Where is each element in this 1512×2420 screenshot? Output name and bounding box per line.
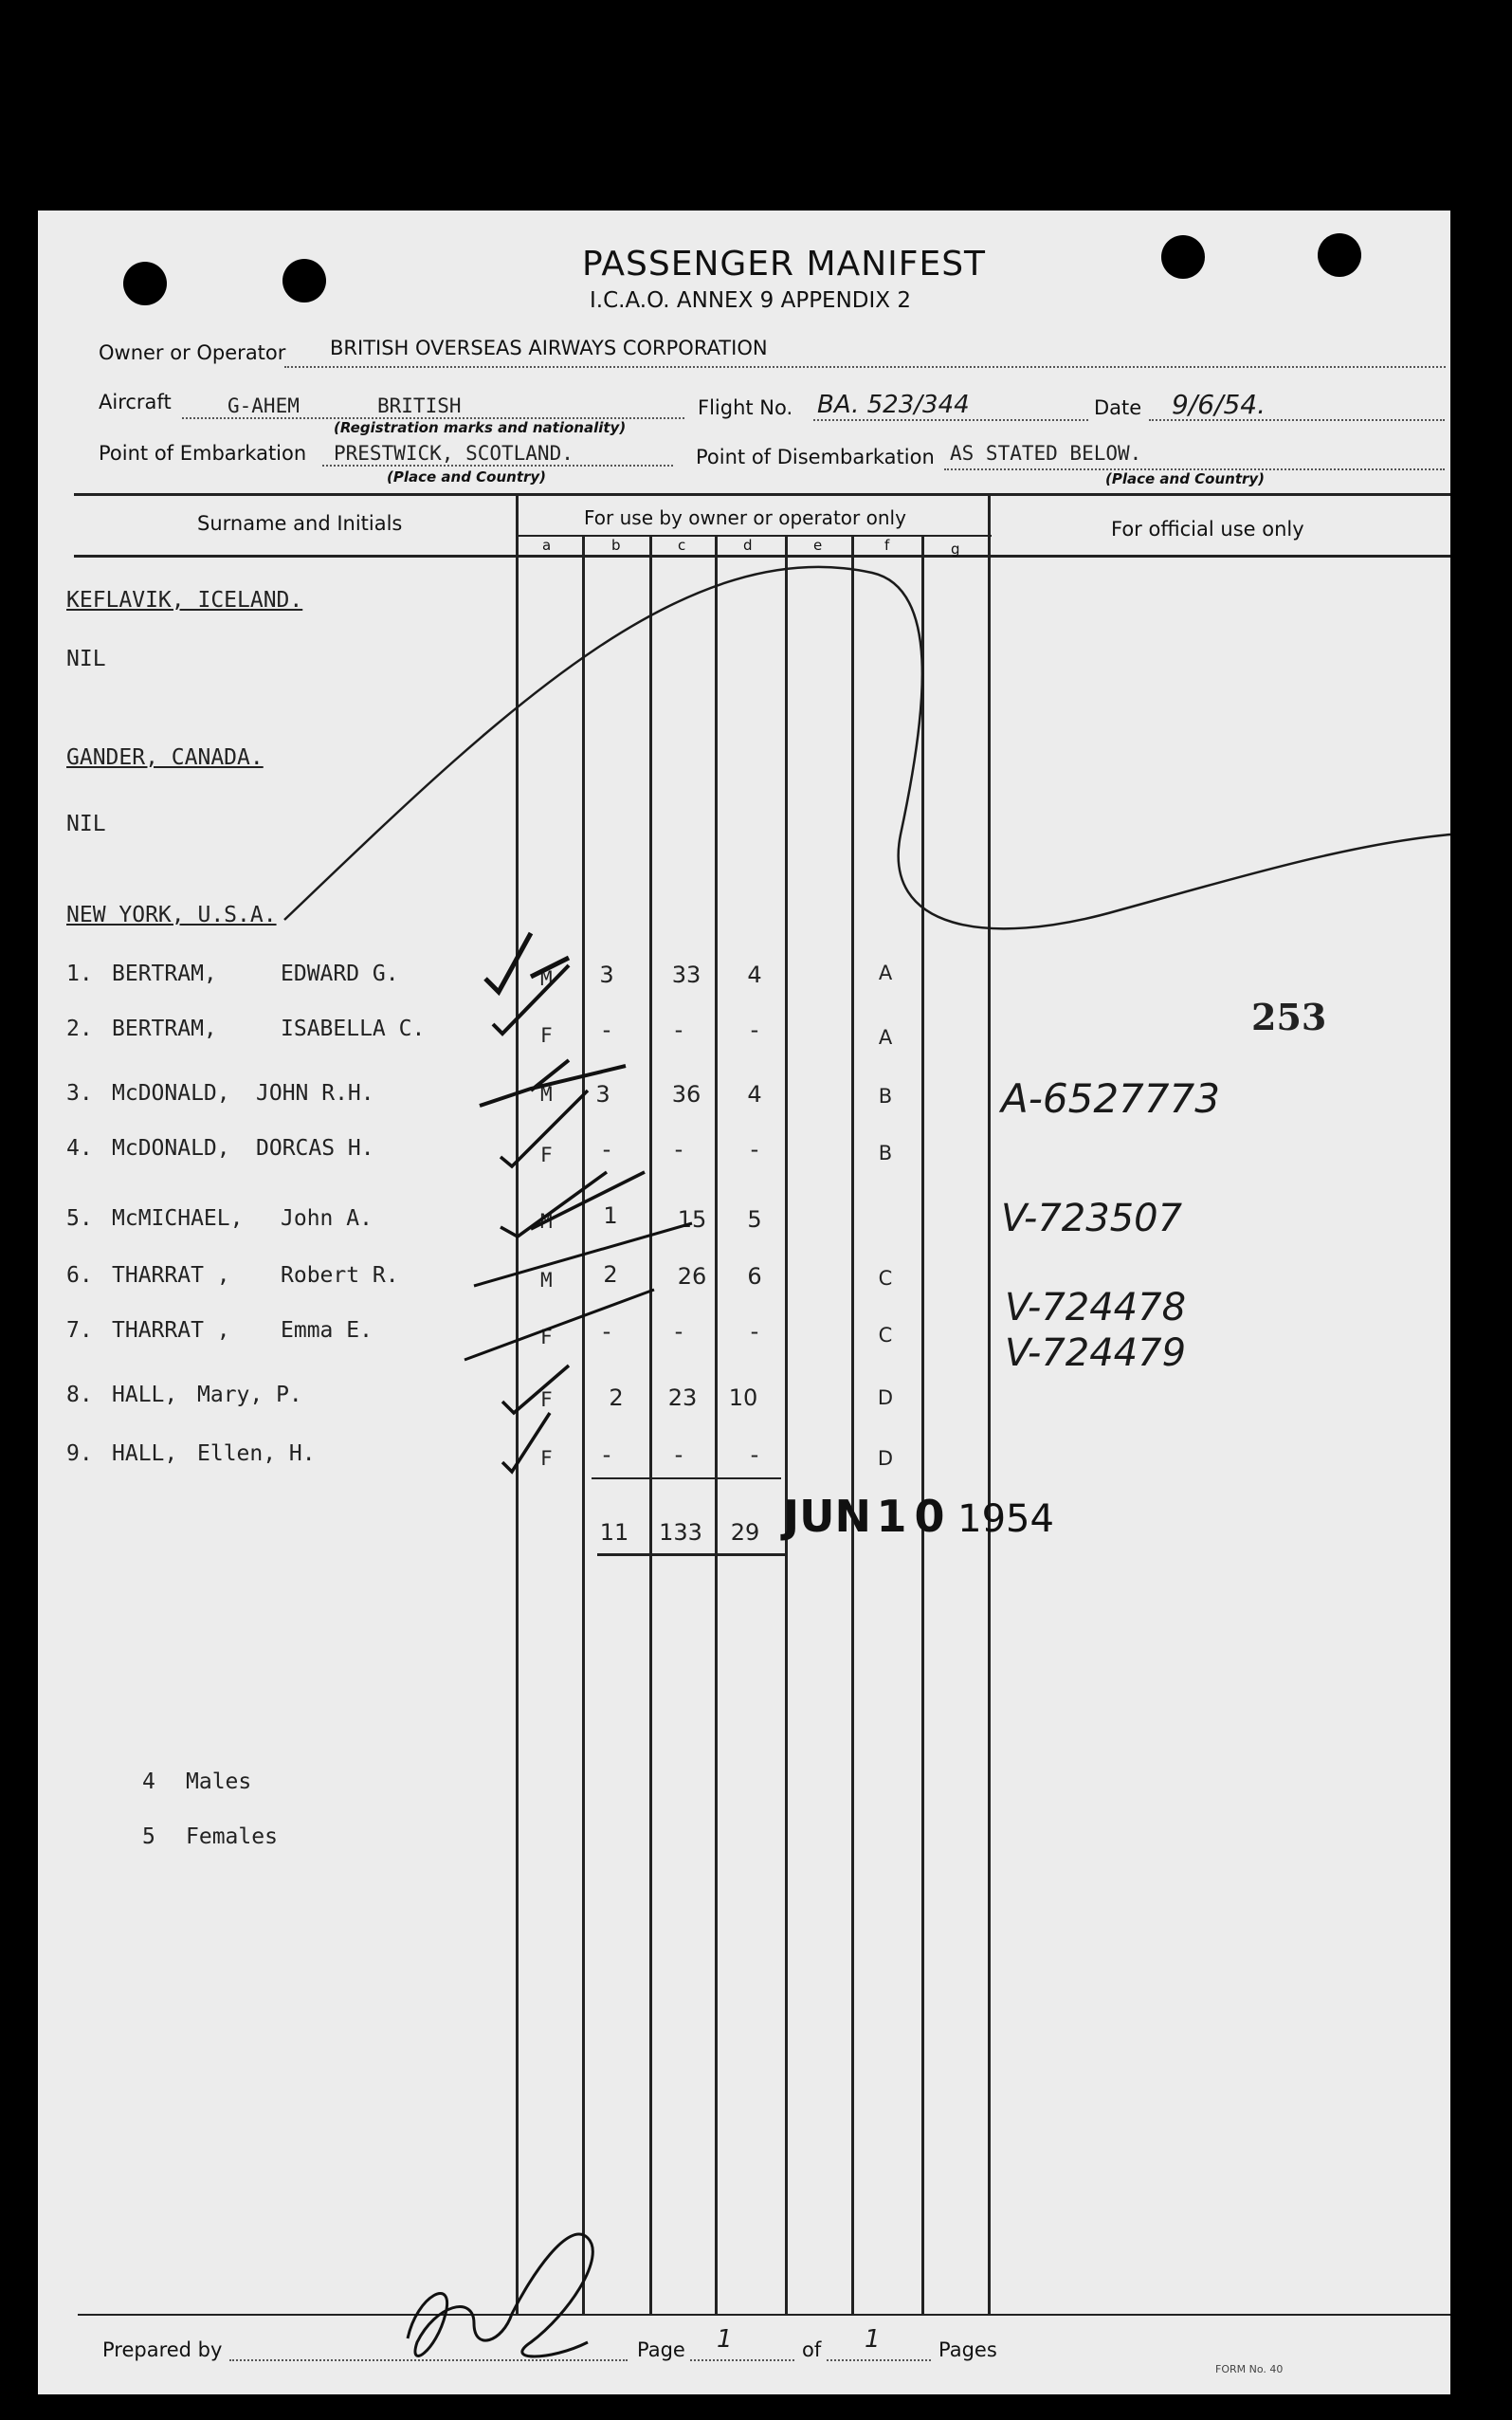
official-visa-number: V-724478 [1005, 1286, 1187, 1329]
cell-b: - [602, 1017, 611, 1043]
passenger-surname: BERTRAM, [112, 1017, 217, 1041]
passenger-given-names: Ellen, H. [197, 1441, 316, 1466]
total-d: 29 [730, 1519, 760, 1546]
pages-label: Pages [938, 2338, 997, 2361]
prepared-by-label: Prepared by [102, 2338, 223, 2361]
embarkation-value: PRESTWICK, SCOTLAND. [334, 442, 574, 465]
operator-column-header: For use by owner or operator only [584, 506, 906, 529]
owner-value: BRITISH OVERSEAS AIRWAYS CORPORATION [330, 337, 768, 359]
strike-line [474, 1223, 692, 1286]
cell-a: F [540, 1388, 553, 1411]
strike-line [465, 1290, 654, 1360]
column-d-header: d [743, 537, 753, 554]
passenger-given-names: DORCAS H. [256, 1136, 374, 1161]
cell-c: - [674, 1441, 683, 1468]
cell-a: F [540, 1447, 553, 1470]
females-count: 5 [142, 1824, 155, 1849]
cell-c: 23 [667, 1384, 698, 1411]
surname-column-header: Surname and Initials [197, 512, 403, 535]
page-value: 1 [717, 2325, 733, 2354]
document-subtitle: I.C.A.O. ANNEX 9 APPENDIX 2 [590, 288, 911, 313]
page-label: Page [637, 2338, 685, 2361]
form-number: FORM No. 40 [1215, 2363, 1284, 2375]
passenger-given-names: JOHN R.H. [256, 1081, 374, 1106]
passenger-surname: McDONALD, [112, 1136, 230, 1161]
cell-a: F [540, 1326, 553, 1348]
disembarkation-note: (Place and Country) [1105, 470, 1266, 487]
cell-d: - [750, 1318, 759, 1345]
passenger-number: 9. [66, 1441, 93, 1466]
embarkation-label: Point of Embarkation [99, 442, 307, 465]
aircraft-note: (Registration marks and nationality) [334, 419, 627, 436]
cell-a: M [540, 1210, 553, 1233]
column-c-header: c [678, 537, 686, 554]
passenger-number: 6. [66, 1263, 93, 1288]
document-title: PASSENGER MANIFEST [582, 245, 987, 284]
males-label: Males [186, 1769, 252, 1794]
column-b-header: b [611, 537, 621, 554]
aircraft-registration: G-AHEM [228, 394, 300, 417]
cell-a: F [540, 1144, 553, 1166]
disembarkation-value: AS STATED BELOW. [950, 442, 1142, 465]
cell-c: 15 [677, 1206, 707, 1233]
passenger-surname: McDONALD, [112, 1081, 230, 1106]
check-mark-icon [501, 1091, 588, 1166]
cell-d: - [750, 1441, 759, 1468]
cell-d: - [750, 1017, 759, 1043]
cell-c: - [674, 1318, 683, 1345]
passenger-number: 3. [66, 1081, 93, 1106]
cell-f: C [878, 1324, 893, 1347]
cell-a: M [540, 1269, 553, 1292]
of-value: 1 [865, 2325, 881, 2354]
cell-b: 1 [603, 1202, 618, 1229]
official-visa-number: V-723507 [1001, 1197, 1183, 1240]
cell-b: 3 [599, 962, 614, 988]
cell-a: M [540, 1083, 553, 1106]
passenger-number: 1. [66, 962, 93, 986]
passenger-surname: HALL, [112, 1383, 178, 1407]
official-passport-number: A-6527773 [1001, 1075, 1220, 1122]
cell-c: 26 [677, 1263, 707, 1290]
stamp-day: 10 [876, 1491, 953, 1542]
cell-c: 33 [671, 962, 701, 988]
passenger-given-names: ISABELLA C. [281, 1017, 426, 1041]
official-column-header: For official use only [1111, 518, 1304, 541]
check-mark-icon [480, 1060, 626, 1106]
passenger-surname: McMICHAEL, [112, 1206, 244, 1231]
destination-gander: GANDER, CANADA. [66, 745, 264, 770]
passenger-number: 5. [66, 1206, 93, 1231]
cell-d: 10 [728, 1384, 758, 1411]
passenger-given-names: EDWARD G. [281, 962, 399, 986]
cell-b: - [602, 1318, 611, 1345]
females-label: Females [186, 1824, 278, 1849]
stamp-month: JUN [783, 1491, 871, 1542]
cell-f: B [878, 1142, 893, 1164]
cell-b: 2 [603, 1261, 618, 1288]
owner-label: Owner or Operator [99, 341, 286, 364]
date-value: 9/6/54. [1172, 389, 1266, 420]
cell-f: D [877, 1386, 894, 1409]
cell-f: C [878, 1267, 893, 1290]
cell-c: - [674, 1017, 683, 1043]
official-visa-number: V-724479 [1005, 1331, 1187, 1375]
column-e-header: e [813, 537, 823, 554]
passenger-surname: HALL, [112, 1441, 178, 1466]
passenger-given-names: Robert R. [281, 1263, 399, 1288]
cell-b: 3 [595, 1081, 610, 1108]
cell-b: - [602, 1136, 611, 1163]
aircraft-label: Aircraft [99, 391, 172, 413]
cell-c: - [674, 1136, 683, 1163]
cell-a: F [540, 1024, 553, 1047]
cell-d: 6 [747, 1263, 762, 1290]
cell-c: 36 [671, 1081, 701, 1108]
cell-f: A [878, 962, 893, 984]
passenger-number: 4. [66, 1136, 93, 1161]
check-mark-icon [485, 933, 569, 992]
column-f-header: f [884, 537, 890, 554]
flight-number: BA. 523/344 [817, 391, 970, 419]
cell-a: M [540, 967, 553, 990]
of-label: of [802, 2338, 822, 2361]
column-a-header: a [542, 537, 552, 554]
cell-d: 5 [747, 1206, 762, 1233]
total-b: 11 [599, 1519, 629, 1546]
passenger-surname: BERTRAM, [112, 962, 217, 986]
passenger-given-names: Emma E. [281, 1318, 373, 1343]
flight-label: Flight No. [698, 396, 793, 419]
cell-f: B [878, 1085, 893, 1108]
males-count: 4 [142, 1769, 155, 1794]
routing-curve-stroke [284, 567, 1450, 928]
cell-d: - [750, 1136, 759, 1163]
destination-gander-nil: NIL [66, 812, 106, 836]
passenger-number: 2. [66, 1017, 93, 1041]
passenger-surname: THARRAT , [112, 1263, 230, 1288]
cell-b: 2 [609, 1384, 624, 1411]
total-c: 133 [659, 1519, 702, 1546]
column-g-header: g [951, 541, 960, 558]
destination-newyork: NEW YORK, U.S.A. [66, 903, 277, 927]
destination-keflavik: KEFLAVIK, ICELAND. [66, 588, 303, 613]
passenger-surname: THARRAT , [112, 1318, 230, 1343]
destination-keflavik-nil: NIL [66, 647, 106, 671]
passenger-given-names: John A. [281, 1206, 373, 1231]
aircraft-nationality: BRITISH [377, 394, 462, 417]
cell-f: A [878, 1026, 893, 1049]
passenger-number: 7. [66, 1318, 93, 1343]
passenger-given-names: Mary, P. [197, 1383, 302, 1407]
cell-b: - [602, 1441, 611, 1468]
check-mark-icon [502, 1366, 569, 1413]
cell-d: 4 [747, 962, 762, 988]
cell-d: 4 [747, 1081, 762, 1108]
page-mark-number: 253 [1251, 996, 1327, 1038]
embarkation-note: (Place and Country) [387, 468, 547, 486]
check-mark-icon [502, 1413, 550, 1472]
disembarkation-label: Point of Disembarkation [696, 446, 935, 468]
date-label: Date [1094, 396, 1142, 419]
passenger-number: 8. [66, 1383, 93, 1407]
stamp-year: 1954 [957, 1497, 1054, 1541]
check-mark-icon [501, 1172, 645, 1237]
cell-f: D [877, 1447, 894, 1470]
preparer-signature [408, 2234, 592, 2356]
